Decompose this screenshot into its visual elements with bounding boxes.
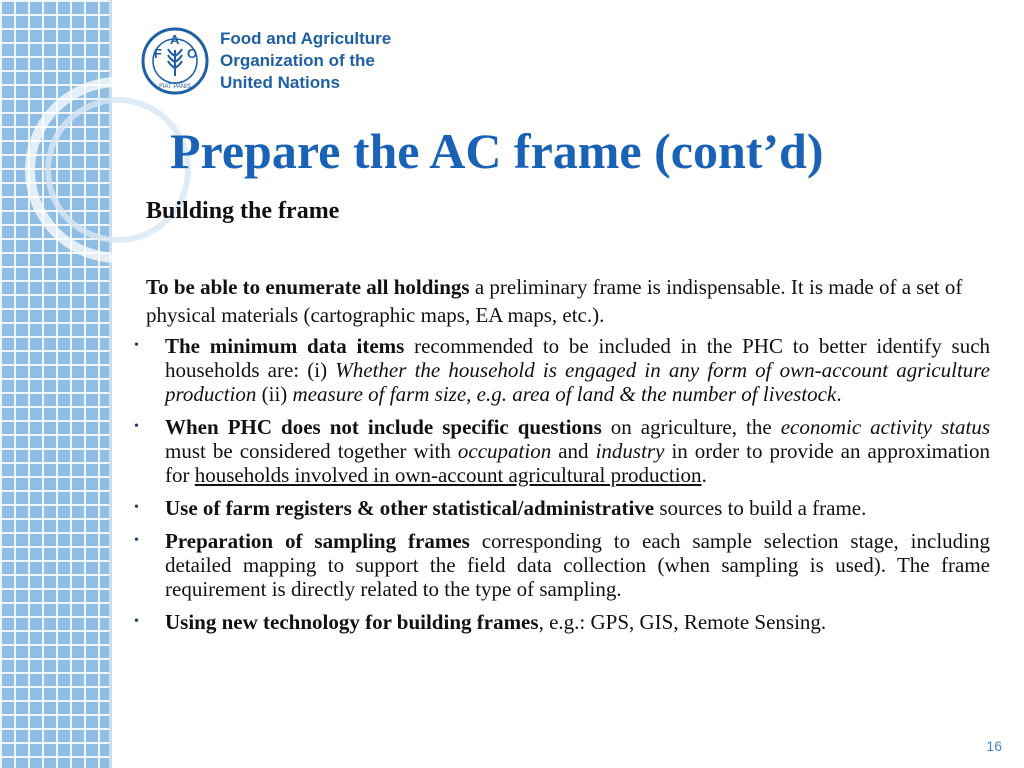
logo-line-2: Organization of the: [220, 51, 375, 70]
slide-subtitle: Building the frame: [146, 198, 340, 224]
bullet-marker: •: [134, 419, 139, 434]
bullet-2-text-4: in order to provide an approximation for: [165, 439, 990, 487]
intro-paragraph: [146, 273, 991, 329]
bullet-1-text-1: recommended to be included in the PHC to better identify such households are: (i): [165, 334, 991, 382]
emblem-letter-f: F: [154, 46, 162, 61]
bullet-4-bold: Preparation of sampling frames: [165, 529, 470, 553]
bullet-marker: •: [134, 614, 139, 629]
bullet-2-text-3: and: [551, 439, 596, 463]
fao-logo: [140, 26, 391, 96]
bullet-item-new-technology: [120, 610, 990, 634]
bullet-1-text-3: .: [836, 382, 842, 406]
bullet-2-text-1: on agriculture, the: [601, 415, 781, 439]
bullet-3-text-1: sources to build a frame.: [654, 496, 867, 520]
bullet-item-phc-questions: [120, 415, 990, 487]
page-number: 16: [986, 738, 1002, 754]
emblem-letter-a: A: [170, 32, 180, 47]
bullet-2-bold: When PHC does not include specific questions: [165, 415, 602, 439]
bullet-1-italic-2: measure of farm size, e.g. area of land & the number of livestock: [292, 382, 837, 406]
bullet-2-underline: households involved in own-account agricultural production: [194, 463, 702, 487]
bullet-item-sampling-frames: [120, 529, 990, 601]
logo-line-3: United Nations: [220, 73, 340, 92]
bullet-4-text-1: corresponding to each sample selection stage, including detailed mapping to support the field data collection (when sampling is used). The frame requirement is directly related to the type of sampling.: [165, 529, 990, 601]
bullet-3-bold: Use of farm registers & other statistical/administrative: [165, 496, 655, 520]
emblem-motto: FIAT PANIS: [159, 84, 191, 90]
intro-text: a preliminary frame is indispensable. It is made of a set of physical materials (cartographic maps, EA maps, etc.).: [146, 275, 963, 327]
bullet-list: [120, 334, 990, 643]
bullet-marker: •: [134, 500, 139, 515]
bullet-marker: •: [134, 533, 139, 548]
intro-bold: To be able to enumerate all holdings: [146, 275, 470, 299]
bullet-1-bold: The minimum data items: [165, 334, 405, 358]
emblem-letter-o: O: [187, 46, 198, 61]
bullet-2-italic-3: industry: [595, 439, 665, 463]
logo-text: [220, 28, 391, 94]
bullet-marker: •: [134, 338, 139, 353]
bullet-2-text-5: .: [701, 463, 707, 487]
bullet-2-italic-2: occupation: [457, 439, 552, 463]
bullet-5-bold: Using new technology for building frames: [165, 610, 539, 634]
slide-title: Prepare the AC frame (cont’d): [170, 123, 824, 179]
bullet-2-text-2: must be considered together with: [165, 439, 458, 463]
bullet-5-text-1: , e.g.: GPS, GIS, Remote Sensing.: [538, 610, 827, 634]
bullet-2-italic-1: economic activity status: [780, 415, 990, 439]
bullet-item-farm-registers: [120, 496, 990, 520]
bullet-1-text-2: (ii): [256, 382, 293, 406]
fao-emblem-icon: [140, 26, 210, 96]
logo-line-1: Food and Agriculture: [220, 29, 392, 48]
bullet-1-italic-1: Whether the household is engaged in any form of own-account agriculture production: [165, 358, 991, 406]
bullet-item-minimum-data: [120, 334, 990, 406]
